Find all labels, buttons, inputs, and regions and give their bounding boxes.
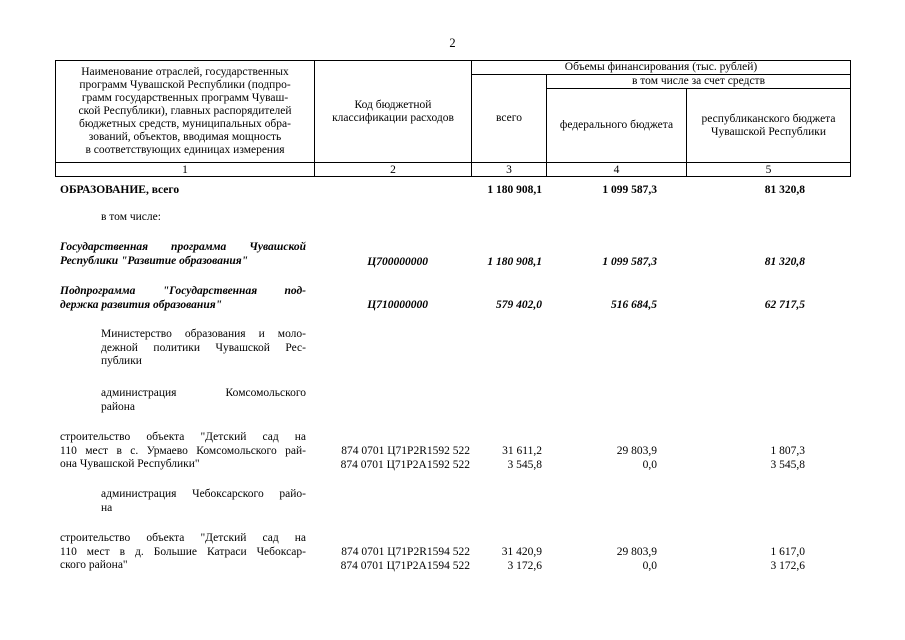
row-subprogram-federal: 516 684,5	[611, 299, 657, 311]
row-komsomolsky-admin: администрация Комсомольского района	[101, 387, 306, 413]
row-program-name: Государственная программа Чувашской Республики "Развитие образования"	[60, 241, 306, 267]
row-object1-republic: 1 807,3 3 545,8	[770, 445, 805, 471]
header-total: всего	[472, 75, 547, 163]
header-funding: Объемы финансирования (тыс. рублей)	[472, 61, 851, 75]
row-cheboksary-admin: администрация Чебоксарского райо- на	[101, 488, 306, 514]
row-program-code: Ц700000000	[367, 256, 428, 268]
column-number-4: 4	[547, 163, 687, 177]
row-object2-federal: 29 803,9 0,0	[616, 546, 657, 572]
row-program-republic: 81 320,8	[764, 256, 805, 268]
row-object1-name: строительство объекта "Детский сад на 110 мест в с. Урмаево Комсомольского рай- она Чувашской Республики"	[60, 431, 306, 470]
column-number-3: 3	[472, 163, 547, 177]
row-subprogram-republic: 62 717,5	[764, 299, 805, 311]
column-number-5: 5	[687, 163, 851, 177]
row-program-federal: 1 099 587,3	[602, 256, 657, 268]
column-number-2: 2	[315, 163, 472, 177]
row-education-federal: 1 099 587,3	[602, 184, 657, 196]
including-label: в том числе:	[101, 211, 161, 223]
page-number: 2	[449, 36, 456, 50]
row-subprogram-code: Ц710000000	[367, 299, 428, 311]
row-education-name: ОБРАЗОВАНИЕ, всего	[60, 184, 180, 196]
row-object2-codes: 874 0701 Ц71Р2R1594 522 874 0701 Ц71Р2А1594 522	[340, 546, 470, 572]
row-object1-federal: 29 803,9 0,0	[616, 445, 657, 471]
row-subprogram-total: 579 402,0	[496, 299, 542, 311]
header-name-column: Наименование отраслей, государственных программ Чувашской Республики (подпро- грамм государственных программ Чуваш- ской Республики), главных распорядителей бюджетных средств, муниципальных обра- зований, объектов, вводимая мощность в соответствующих единицах измерения	[56, 61, 315, 163]
row-object2-republic: 1 617,0 3 172,6	[770, 546, 805, 572]
header-including: в том числе за счет средств	[547, 75, 851, 89]
header-code-column: Код бюджетной классификации расходов	[315, 61, 472, 163]
row-object1-codes: 874 0701 Ц71Р2R1592 522 874 0701 Ц71Р2А1592 522	[340, 445, 470, 471]
row-subprogram-name: Подпрограмма "Государственная под- держка развития образования"	[60, 285, 306, 311]
row-object2-name: строительство объекта "Детский сад на 110 мест в д. Большие Катраси Чебоксар- ского района"	[60, 532, 306, 571]
row-education-total: 1 180 908,1	[487, 184, 542, 196]
row-object1-total: 31 611,2 3 545,8	[502, 445, 542, 471]
row-education-republic: 81 320,8	[764, 184, 805, 196]
row-object2-total: 31 420,9 3 172,6	[501, 546, 542, 572]
table-header	[55, 60, 851, 177]
column-number-1: 1	[56, 163, 315, 177]
row-ministry-name: Министерство образования и моло- дежной политики Чувашской Рес- публики	[101, 328, 306, 367]
header-republic: республиканского бюджета Чувашской Республики	[687, 89, 851, 163]
row-program-total: 1 180 908,1	[487, 256, 542, 268]
header-federal: федерального бюджета	[547, 89, 687, 163]
